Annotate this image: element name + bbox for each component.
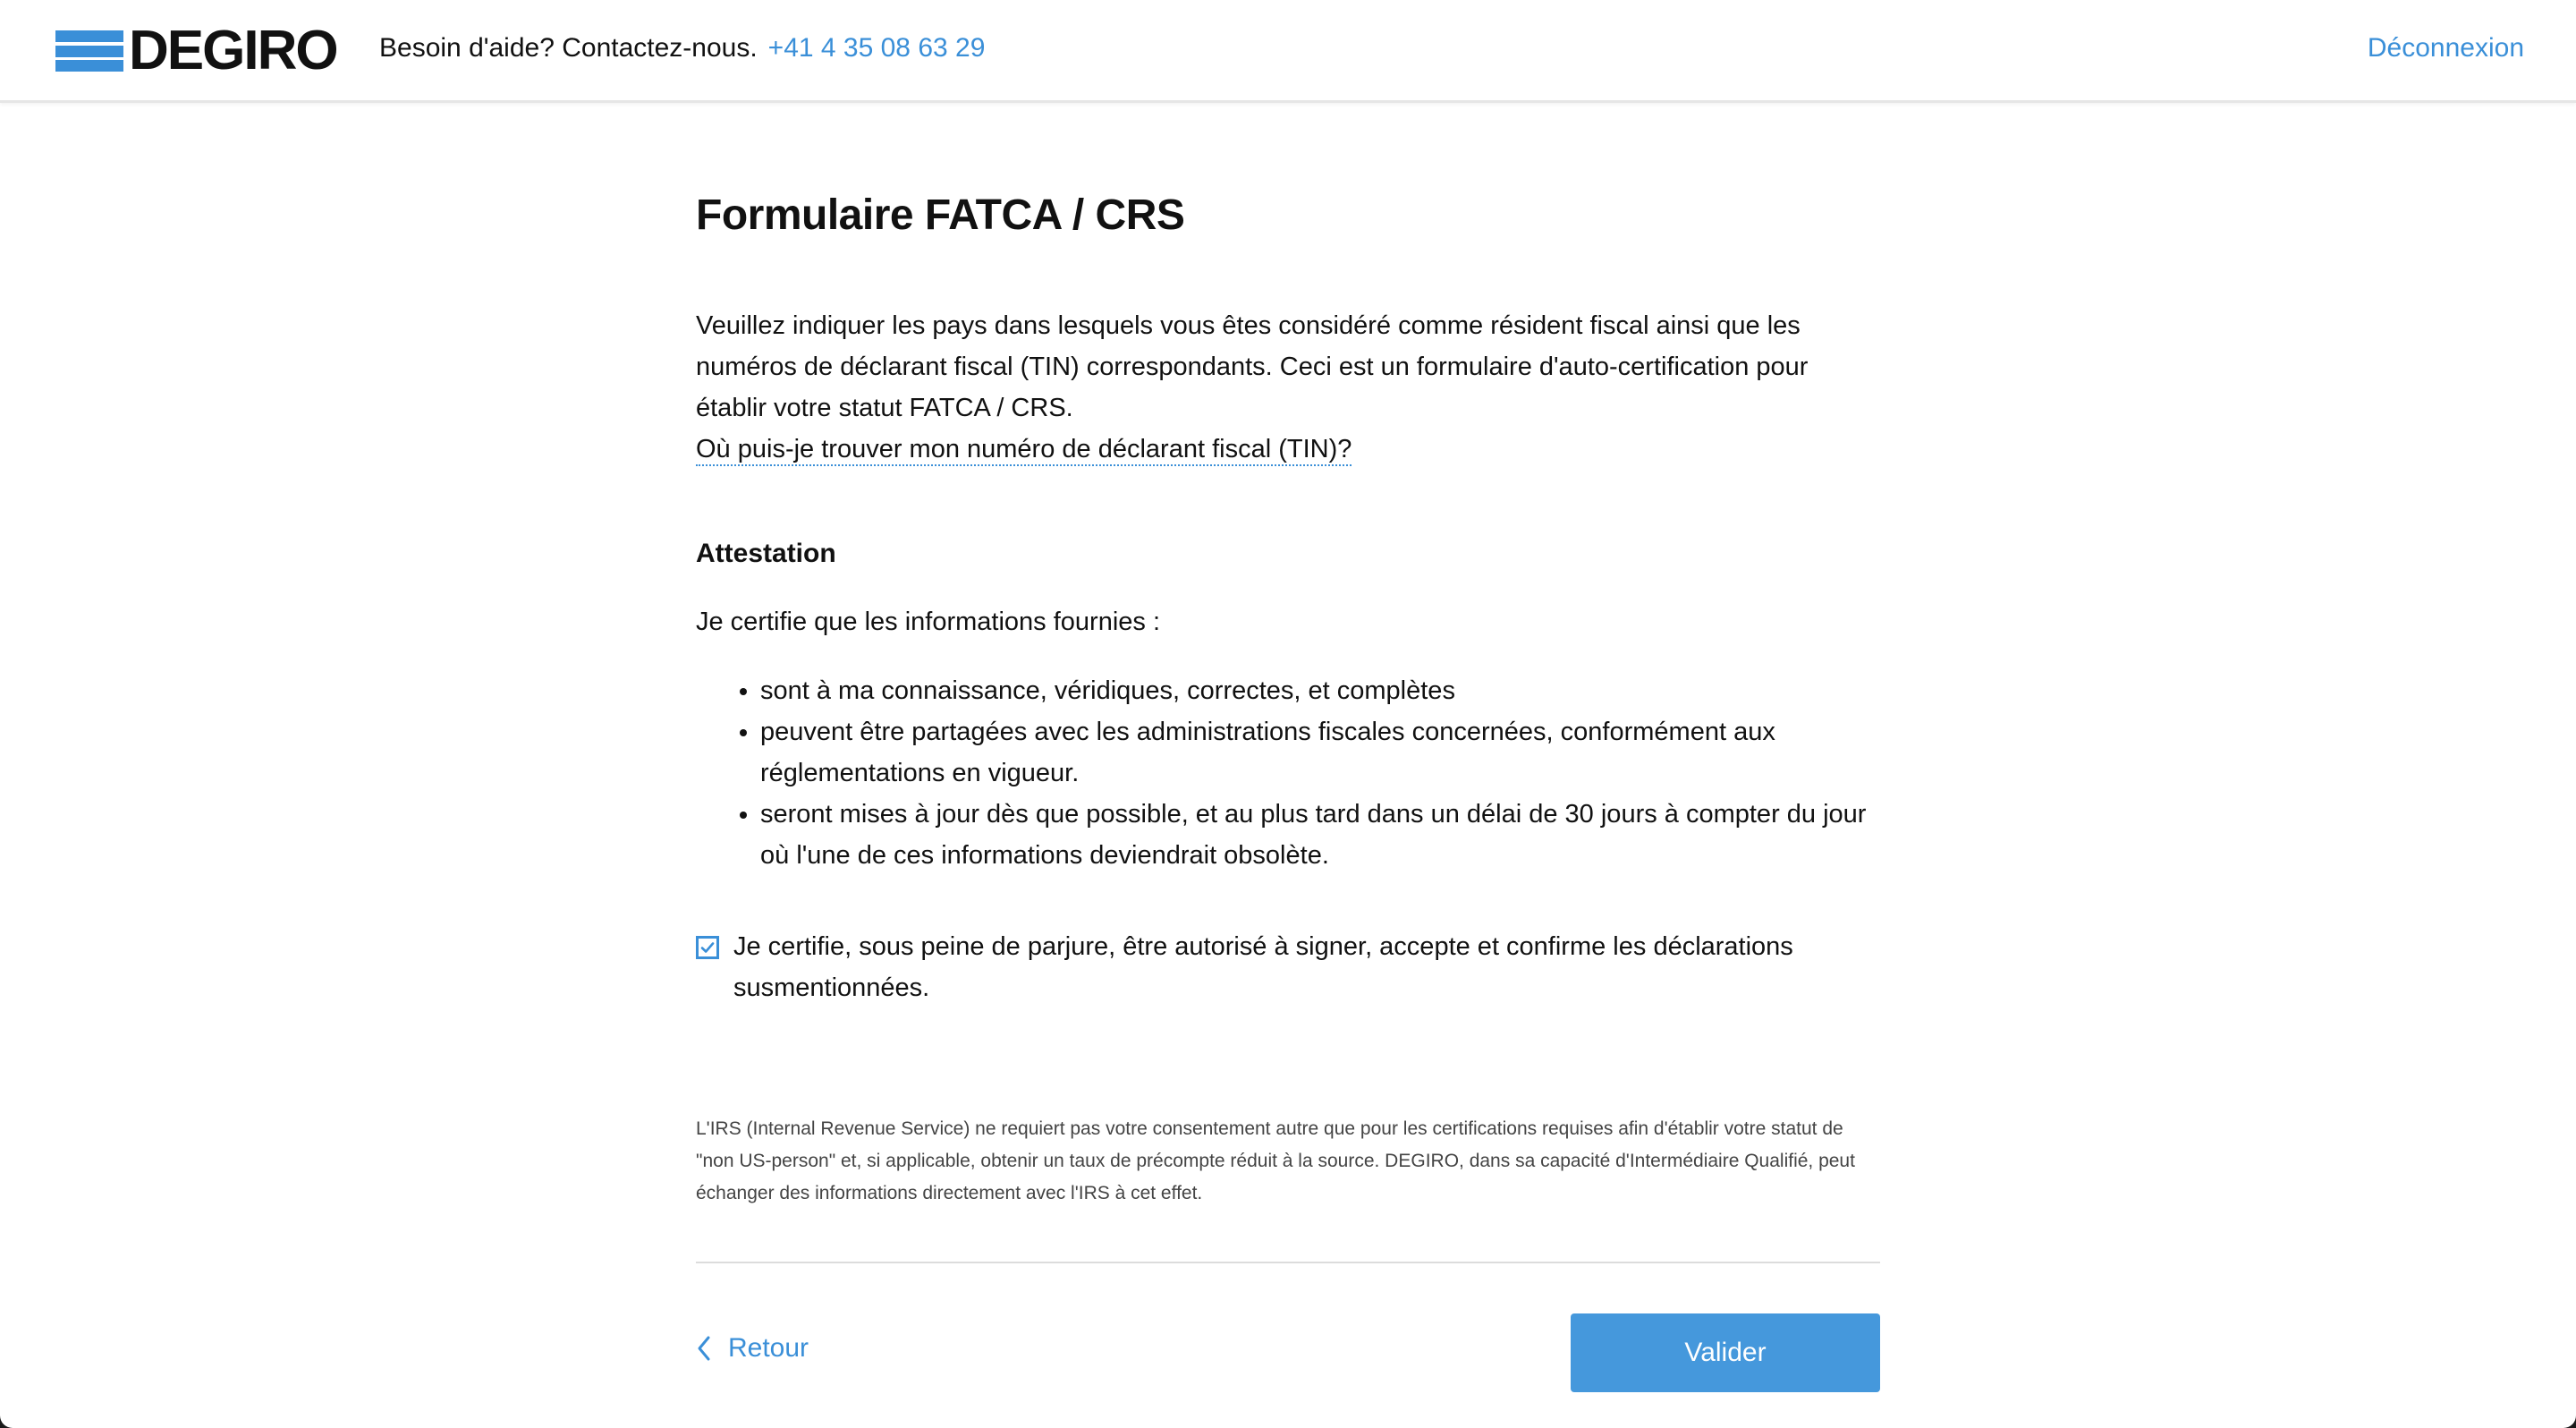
degiro-logo[interactable] [55, 20, 337, 81]
help-contact [379, 33, 985, 64]
chevron-left-icon [696, 1335, 712, 1362]
checkmark-icon [699, 939, 716, 956]
irs-footnote: L'IRS (Internal Revenue Service) ne requiert pas votre consentement autre que pour les certifications requises afin d'établir votre statut de "non US-person" et, si applicable, obtenir un taux de précompte réduit à la source. DEGIRO, dans sa capacité d'Intermédiaire Qualifié, peut échanger des informations directement avec l'IRS à cet effet. [696, 1118, 1855, 1203]
top-header [0, 0, 2576, 103]
attestation-heading: Attestation [696, 539, 836, 568]
certification-checkbox[interactable] [696, 936, 719, 959]
back-label[interactable]: Retour [728, 1333, 809, 1363]
certify-intro: Je certifie que les informations fournies : [696, 608, 1161, 636]
back-button[interactable] [696, 1333, 809, 1364]
phone-link[interactable]: +41 4 35 08 63 29 [767, 33, 986, 63]
certification-label[interactable]: Je certifie, sous peine de parjure, être autorisé à signer, accepte et confirme les déclarations susmentionnées. [733, 932, 1793, 1002]
window-corner [0, 1415, 13, 1428]
list-item: • peuvent être partagées avec les administrations fiscales concernées, conformément aux réglementations en vigueur. [760, 711, 1880, 794]
logout-link[interactable]: Déconnexion [2367, 33, 2524, 63]
page-title: Formulaire FATCA / CRS [696, 191, 1185, 239]
divider [696, 1262, 1880, 1263]
logo-text: DEGIRO [129, 20, 337, 81]
list-item: • seront mises à jour dès que possible, et au plus tard dans un délai de 30 jours à compter du jour où l'une de ces informations deviendrait obsolète. [760, 794, 1880, 876]
window-corner [2563, 1415, 2576, 1428]
help-text: Besoin d'aide? Contactez-nous. [379, 33, 758, 63]
submit-button[interactable]: Valider [1571, 1313, 1880, 1392]
certification-checkbox-row[interactable] [696, 926, 1880, 1008]
logo-mark-icon [55, 30, 123, 72]
intro-text [696, 305, 1880, 470]
tin-help-link[interactable]: Où puis-je trouver mon numéro de déclarant fiscal (TIN)? [696, 435, 1352, 466]
list-item: • sont à ma connaissance, véridiques, correctes, et complètes [760, 670, 1880, 711]
intro-paragraph: Veuillez indiquer les pays dans lesquels vous êtes considéré comme résident fiscal ainsi que les numéros de déclarant fiscal (TIN) correspondants. Ceci est un formulaire d'auto-certification pour établir votre statut FATCA / CRS. [696, 311, 1809, 422]
attestation-list [696, 670, 1880, 876]
